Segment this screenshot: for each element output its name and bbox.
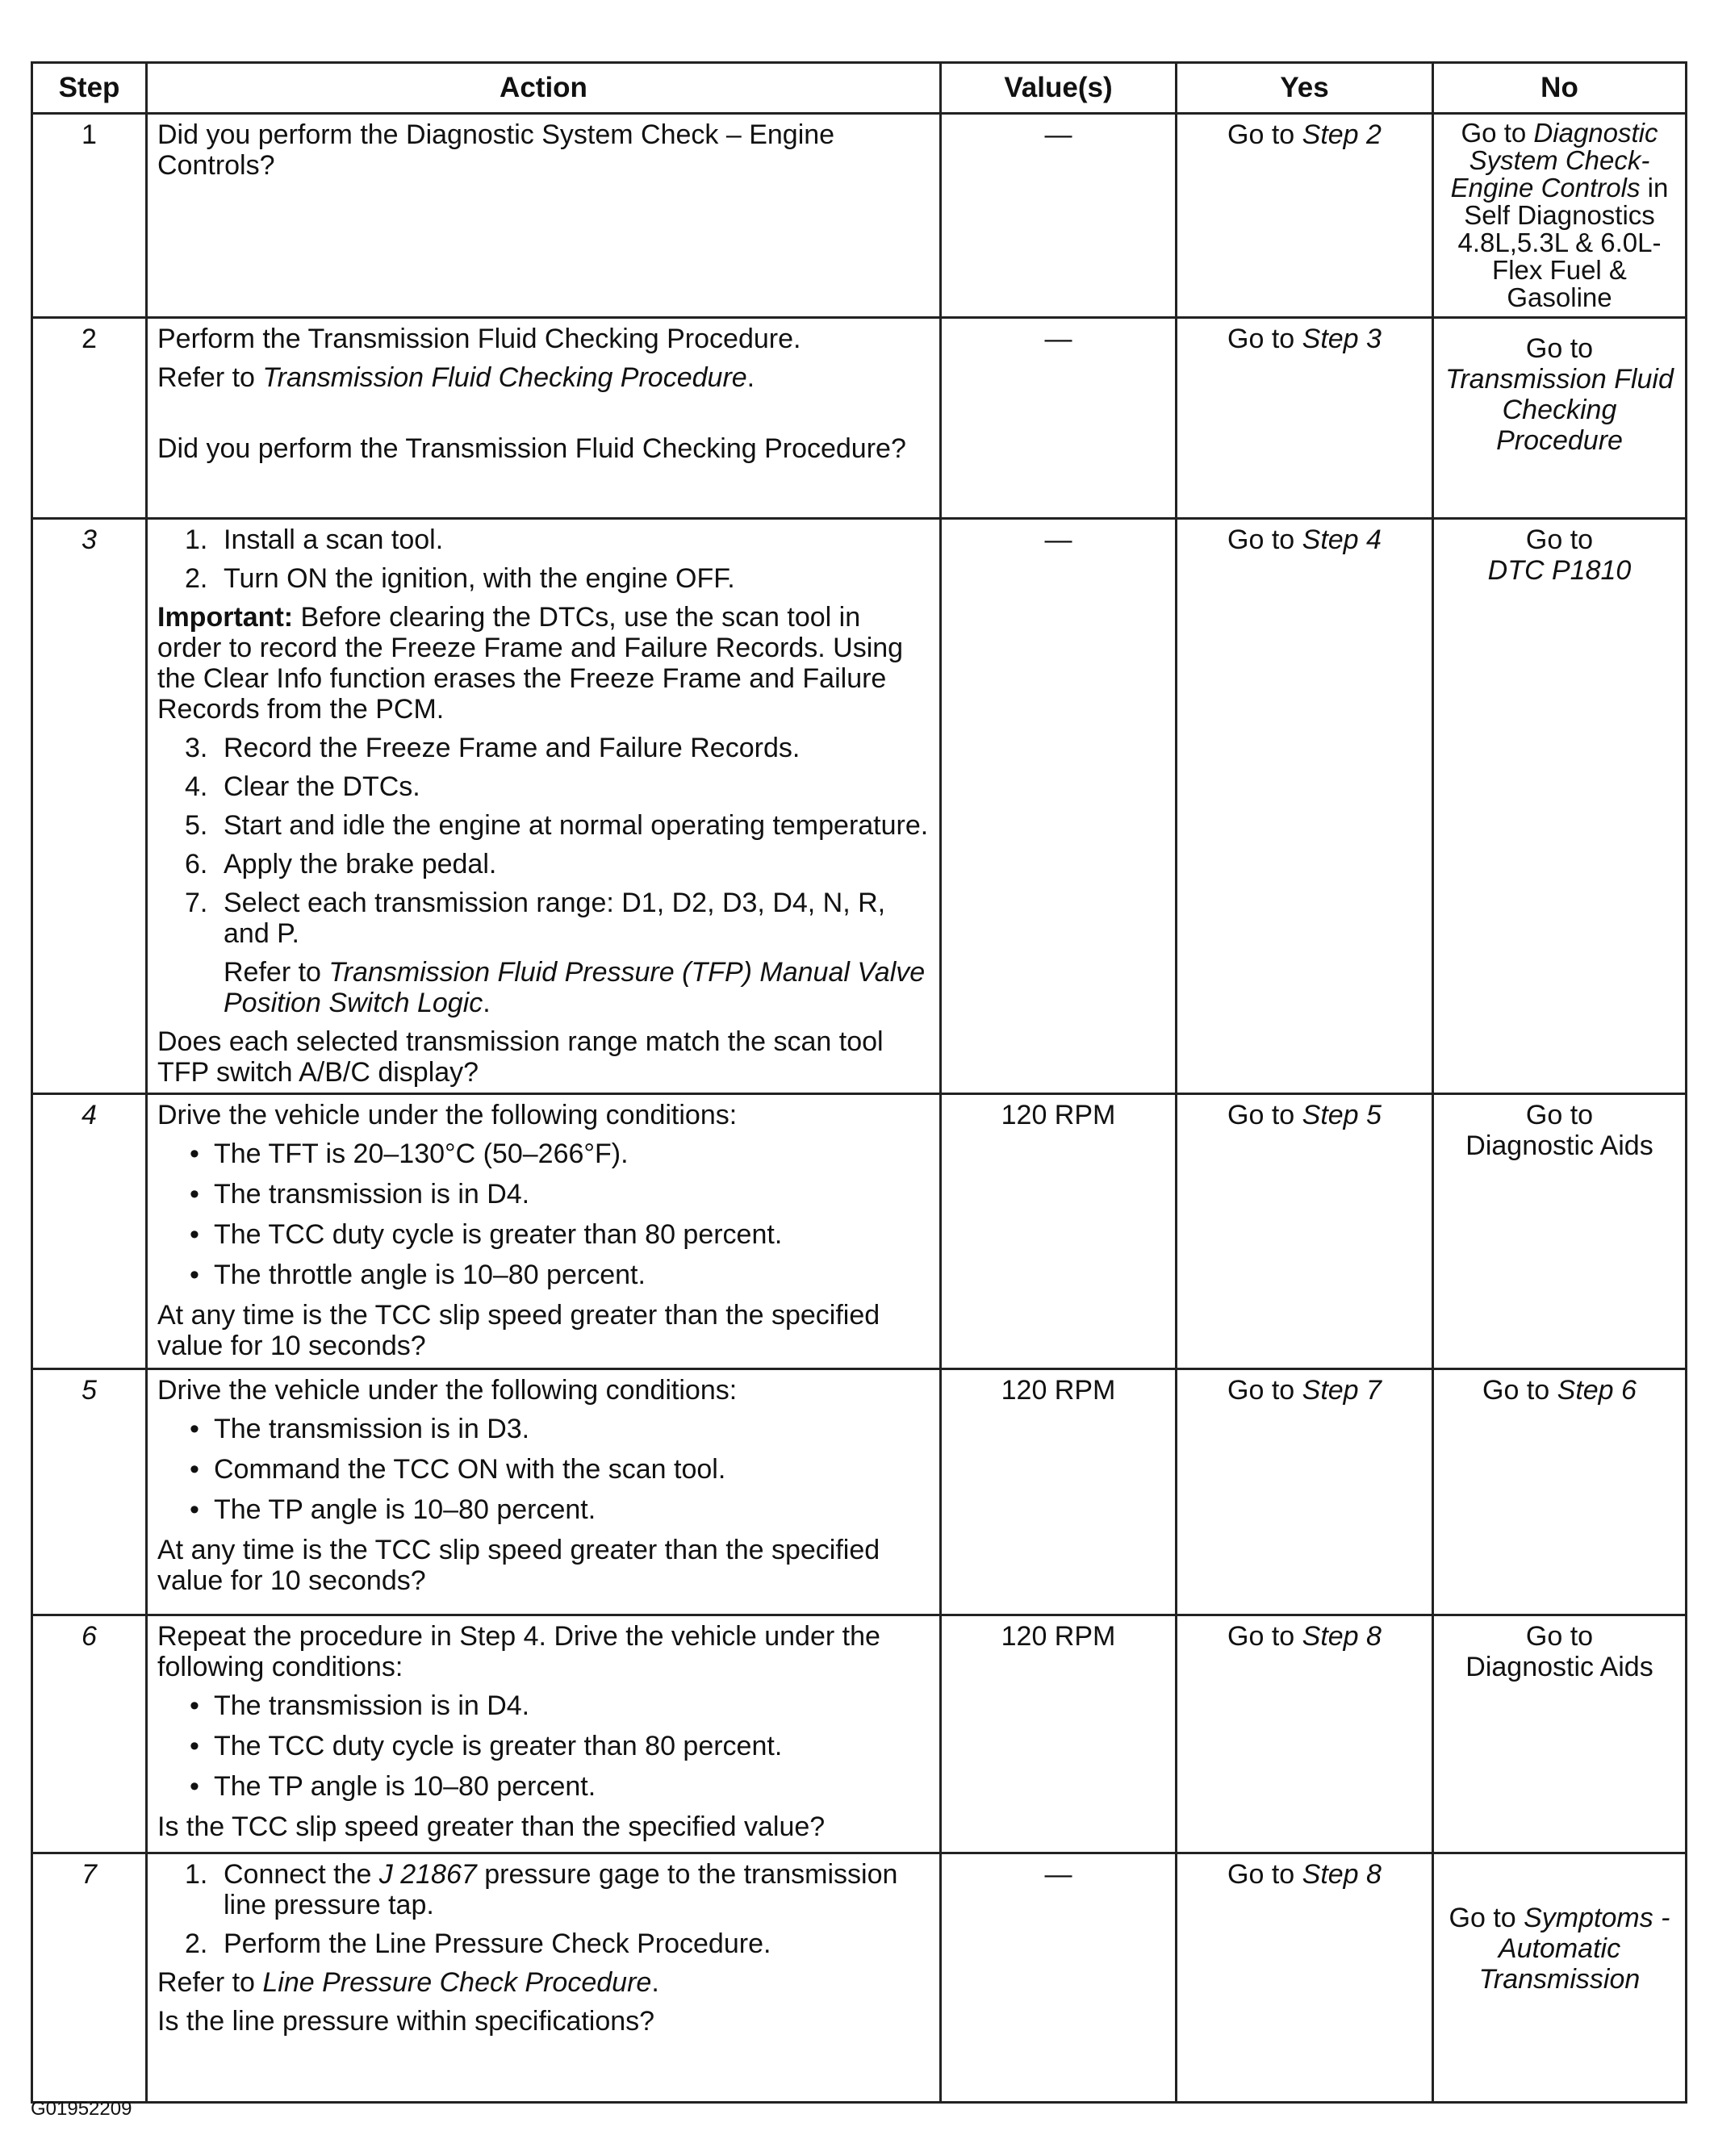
step-number: 4 xyxy=(32,1094,147,1369)
action-reference xyxy=(157,362,930,393)
value-cell: — xyxy=(941,1853,1177,2103)
action-intro: Repeat the procedure in Step 4. Drive the vehicle under the following conditions: xyxy=(157,1621,880,1682)
no-cell xyxy=(1433,1094,1687,1369)
list-item: 1. Install a scan tool. xyxy=(185,524,444,555)
yes-prefix: Go to xyxy=(1227,1375,1302,1406)
no-cell xyxy=(1433,519,1687,1094)
no-cell xyxy=(1433,318,1687,519)
figure-id: G01952209 xyxy=(31,2098,132,2120)
table-row xyxy=(32,1853,1687,2103)
yes-cell xyxy=(1177,1094,1433,1369)
list-item: 2. Perform the Line Pressure Check Procedure. xyxy=(185,1928,771,1959)
action-question: At any time is the TCC slip speed greater than the specified value for 10 seconds? xyxy=(157,1535,880,1596)
procedure-link[interactable]: Transmission Fluid Pressure (TFP) Manual Valve Position Switch Logic xyxy=(224,957,926,1018)
list-item: • The throttle angle is 10–80 percent. xyxy=(157,1260,930,1290)
list-item: • Command the TCC ON with the scan tool. xyxy=(157,1454,930,1485)
no-ref-link[interactable]: Symptoms - Automatic Transmission xyxy=(1478,1903,1670,1995)
header-action: Action xyxy=(147,63,941,114)
action-question: Did you perform the Transmission Fluid Checking Procedure? xyxy=(157,433,906,464)
step-number: 6 xyxy=(32,1615,147,1853)
value-cell: — xyxy=(941,318,1177,519)
action-intro: Drive the vehicle under the following conditions: xyxy=(157,1100,738,1130)
header-values: Value(s) xyxy=(941,63,1177,114)
value-cell: — xyxy=(941,114,1177,318)
list-item: • The transmission is in D4. xyxy=(157,1690,930,1721)
no-prefix: Go to xyxy=(1449,1903,1524,1933)
no-ref-link[interactable]: DTC P1810 xyxy=(1487,555,1632,586)
action-cell xyxy=(147,114,941,318)
yes-step-link[interactable]: Step 3 xyxy=(1302,324,1382,354)
tool-number: J 21867 xyxy=(378,1859,477,1890)
action-question: Is the TCC slip speed greater than the specified value? xyxy=(157,1811,826,1842)
action-instruction: Perform the Transmission Fluid Checking Procedure. xyxy=(157,324,801,354)
no-cell xyxy=(1433,1853,1687,2103)
action-cell xyxy=(147,519,941,1094)
header-yes: Yes xyxy=(1177,63,1433,114)
list-item: 3. Record the Freeze Frame and Failure Records. xyxy=(185,733,801,763)
yes-prefix: Go to xyxy=(1227,119,1302,150)
list-item: 2. Turn ON the ignition, with the engine OFF. xyxy=(185,563,735,594)
table-row xyxy=(32,1094,1687,1369)
conditions-list xyxy=(157,1139,930,1290)
table-row xyxy=(32,114,1687,318)
action-question: Does each selected transmission range match the scan tool TFP switch A/B/C display? xyxy=(157,1026,884,1088)
value-cell: 120 RPM xyxy=(941,1615,1177,1853)
yes-cell xyxy=(1177,519,1433,1094)
list-item: • The TCC duty cycle is greater than 80 percent. xyxy=(157,1731,930,1761)
action-question: Did you perform the Diagnostic System Check – Engine Controls? xyxy=(157,119,835,181)
step-number: 2 xyxy=(32,318,147,519)
list-item: 7. Select each transmission range: D1, D2, D3, D4, N, R, and P. xyxy=(185,888,886,949)
table-row xyxy=(32,1369,1687,1615)
no-ref-link[interactable]: Diagnostic System Check-Engine Controls xyxy=(1450,118,1658,203)
list-item: • The transmission is in D3. xyxy=(157,1414,930,1444)
step-number: 5 xyxy=(32,1369,147,1615)
table-row xyxy=(32,519,1687,1094)
procedure-link[interactable]: Line Pressure Check Procedure xyxy=(262,1967,652,1998)
step-number: 7 xyxy=(32,1853,147,2103)
no-step-link[interactable]: Step 6 xyxy=(1557,1375,1637,1406)
yes-step-link[interactable]: Step 2 xyxy=(1302,119,1382,150)
action-reference: Refer to Line Pressure Check Procedure. xyxy=(157,1967,659,1998)
no-cell xyxy=(1433,1369,1687,1615)
list-item: • The TP angle is 10–80 percent. xyxy=(157,1771,930,1802)
list-item: • The TFT is 20–130°C (50–266°F). xyxy=(157,1139,930,1169)
table-row xyxy=(32,1615,1687,1853)
step-number: 1 xyxy=(32,114,147,318)
yes-step-link[interactable]: Step 4 xyxy=(1302,524,1382,555)
action-cell xyxy=(147,1853,941,2103)
no-ref-link[interactable]: Diagnostic Aids xyxy=(1465,1652,1653,1682)
yes-step-link[interactable]: Step 8 xyxy=(1302,1621,1382,1652)
no-ref-link[interactable]: Diagnostic Aids xyxy=(1465,1130,1653,1161)
yes-cell xyxy=(1177,1615,1433,1853)
yes-cell xyxy=(1177,318,1433,519)
no-ref-link[interactable]: Transmission Fluid Checking Procedure xyxy=(1445,364,1674,456)
yes-prefix: Go to xyxy=(1227,324,1302,354)
value-cell: 120 RPM xyxy=(941,1094,1177,1369)
step-number: 3 xyxy=(32,519,147,1094)
no-cell xyxy=(1433,114,1687,318)
value-cell: — xyxy=(941,519,1177,1094)
action-cell xyxy=(147,1369,941,1615)
yes-step-link[interactable]: Step 7 xyxy=(1302,1375,1382,1406)
header-row xyxy=(32,63,1687,114)
yes-prefix: Go to xyxy=(1227,1100,1302,1130)
action-steps-list xyxy=(157,524,930,594)
no-prefix: Go to xyxy=(1525,1621,1594,1652)
yes-cell xyxy=(1177,1853,1433,2103)
list-item: • The TCC duty cycle is greater than 80 percent. xyxy=(157,1219,930,1250)
action-cell xyxy=(147,318,941,519)
ref-prefix: Refer to xyxy=(157,362,263,393)
action-reference: Refer to Transmission Fluid Pressure (TFP) Manual Valve Position Switch Logic. xyxy=(224,957,926,1018)
value-cell: 120 RPM xyxy=(941,1369,1177,1615)
yes-prefix: Go to xyxy=(1227,524,1302,555)
ref-suffix: . xyxy=(746,362,755,393)
procedure-link[interactable]: Transmission Fluid Checking Procedure xyxy=(262,362,747,393)
action-cell xyxy=(147,1615,941,1853)
table-row xyxy=(32,318,1687,519)
no-prefix: Go to xyxy=(1525,333,1594,364)
action-intro: Drive the vehicle under the following conditions: xyxy=(157,1375,738,1406)
list-item: 1. Connect the J 21867 pressure gage to the transmission line pressure tap. xyxy=(185,1859,898,1920)
list-item: 4. Clear the DTCs. xyxy=(185,771,420,802)
conditions-list xyxy=(157,1414,930,1525)
important-text: Before clearing the DTCs, use the scan tool in order to record the Freeze Frame and Failure Records. Using the Clear Info function erases the Freeze Frame and Failure Records from the PCM. xyxy=(157,602,904,725)
no-cell xyxy=(1433,1615,1687,1853)
action-question: At any time is the TCC slip speed greater than the specified value for 10 seconds? xyxy=(157,1300,880,1361)
yes-cell xyxy=(1177,114,1433,318)
no-prefix: Go to xyxy=(1482,1375,1557,1406)
list-item: • The TP angle is 10–80 percent. xyxy=(157,1494,930,1525)
action-cell xyxy=(147,1094,941,1369)
list-item: 5. Start and idle the engine at normal operating temperature. xyxy=(185,810,929,841)
yes-step-link[interactable]: Step 8 xyxy=(1302,1859,1382,1890)
list-item: 6. Apply the brake pedal. xyxy=(185,849,497,880)
yes-prefix: Go to xyxy=(1227,1859,1302,1890)
yes-cell xyxy=(1177,1369,1433,1615)
no-prefix: Go to xyxy=(1461,118,1527,148)
action-question: Is the line pressure within specifications? xyxy=(157,2006,655,2037)
header-no: No xyxy=(1433,63,1687,114)
yes-step-link[interactable]: Step 5 xyxy=(1302,1100,1382,1130)
list-item: • The transmission is in D4. xyxy=(157,1179,930,1210)
conditions-list xyxy=(157,1690,930,1802)
action-steps-list xyxy=(157,1859,930,1959)
no-prefix: Go to xyxy=(1525,524,1594,555)
header-step: Step xyxy=(32,63,147,114)
important-label: Important: xyxy=(157,602,294,633)
no-suffix: in Self Diagnostics 4.8L,5.3L & 6.0L-Flex Fuel & Gasoline xyxy=(1457,173,1669,312)
important-note xyxy=(157,602,930,725)
no-prefix: Go to xyxy=(1525,1100,1594,1130)
yes-prefix: Go to xyxy=(1227,1621,1302,1652)
diagnostic-table xyxy=(31,61,1687,2104)
action-steps-list xyxy=(157,733,930,949)
